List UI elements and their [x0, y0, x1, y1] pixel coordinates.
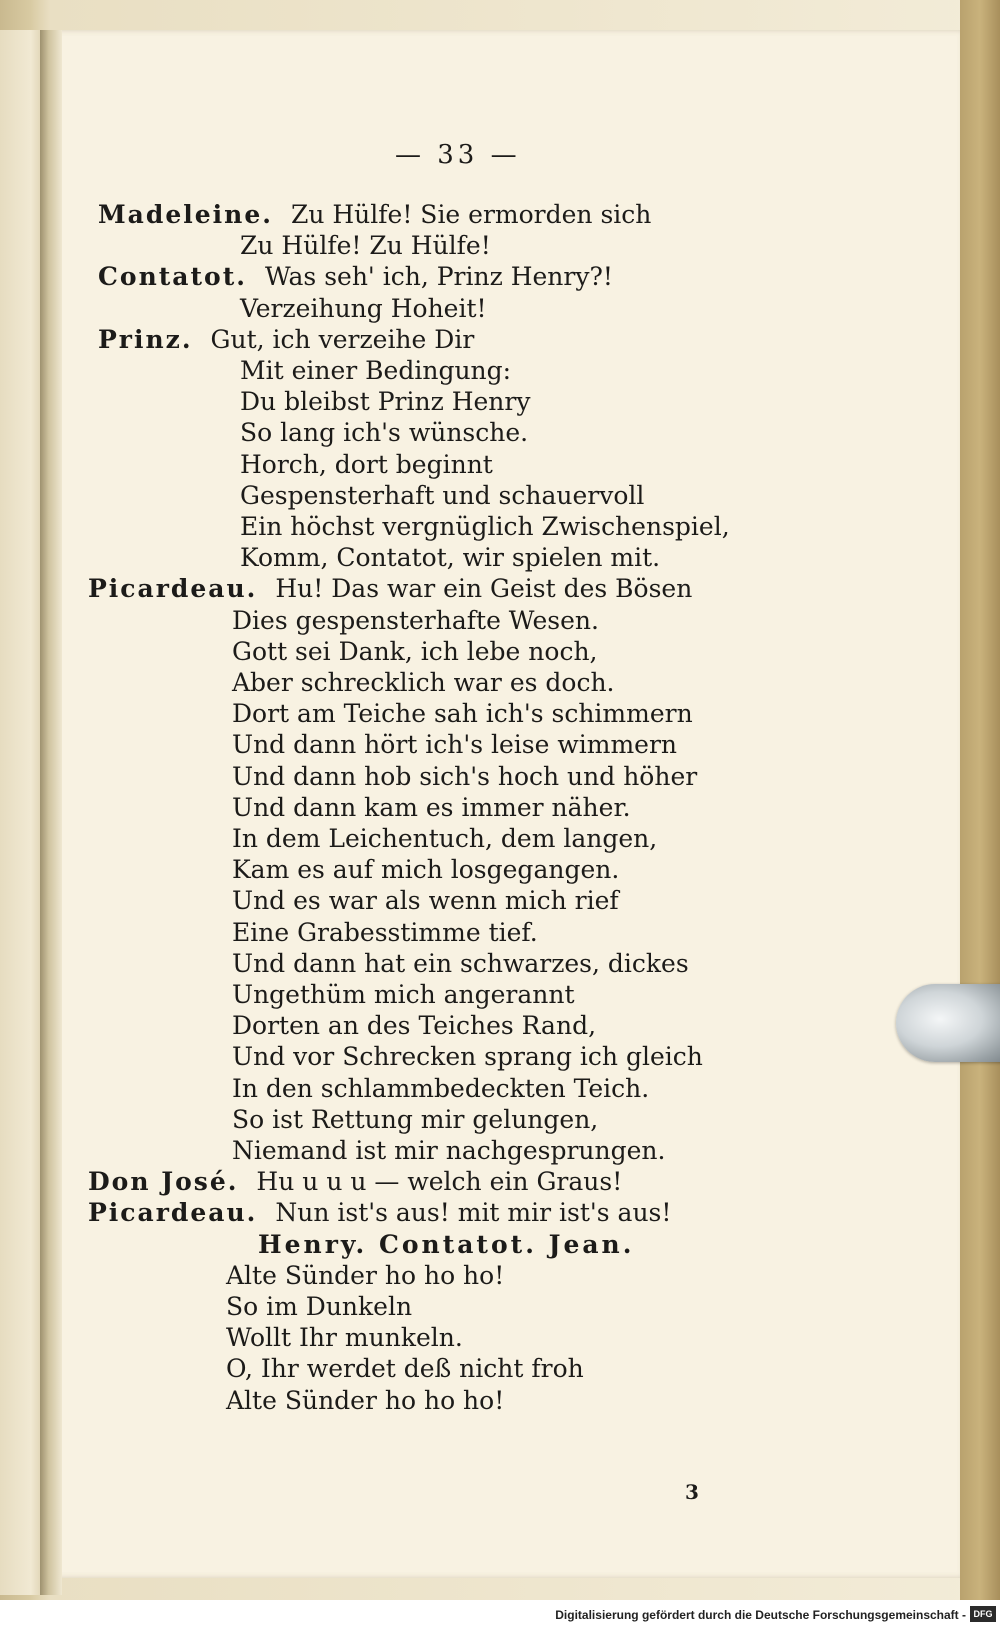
text-line — [240, 543, 660, 572]
verse-line: Verzeihung Hoheit! — [240, 293, 487, 323]
speaker-name: Madeleine. — [98, 200, 273, 229]
dfg-logo: DFG — [970, 1606, 996, 1622]
verse-line: Wollt Ihr munkeln. — [226, 1323, 463, 1353]
text-line — [240, 294, 487, 323]
verse-line: Eine Grabesstimme tief. — [232, 917, 538, 947]
text-line — [232, 793, 631, 822]
verse-line: Alte Sünder ho ho ho! — [226, 1260, 505, 1290]
text-line — [226, 1261, 504, 1290]
verse-line: Komm, Contatot, wir spielen mit. — [240, 543, 661, 573]
verse-line: Aber schrecklich war es doch. — [232, 668, 615, 697]
text-line — [98, 325, 474, 354]
text-line — [232, 918, 538, 947]
text-line — [226, 1292, 412, 1321]
spoken-line: Gut, ich verzeihe Dir — [210, 324, 475, 354]
speaker-name: Picardeau. — [88, 1198, 258, 1228]
funding-credit: Digitalisierung gefördert durch die Deutsche Forschungsgemeinschaft - — [555, 1608, 966, 1622]
previous-page-edge — [0, 30, 44, 1595]
text-line — [232, 886, 619, 915]
verse-line: Dies gespensterhafte Wesen. — [232, 605, 599, 635]
verse-line: Und vor Schrecken sprang ich gleich — [232, 1042, 703, 1072]
text-line — [88, 1198, 671, 1227]
text-line — [240, 450, 493, 479]
spoken-line: Hu! Das war ein Geist des Bösen — [275, 574, 693, 604]
verse-line: Horch, dort beginnt — [240, 449, 493, 479]
verse-line: Dorten an des Teiches Rand, — [232, 1011, 597, 1041]
verse-line: Und dann hat ein schwarzes, dickes — [232, 948, 689, 978]
text-line — [232, 637, 598, 666]
verse-line: Ungethüm mich angerannt — [232, 980, 575, 1009]
text-line — [98, 200, 651, 229]
page-number: — 33 — — [395, 140, 521, 170]
verse-line: So im Dunkeln — [226, 1292, 413, 1321]
text-line — [232, 1136, 665, 1165]
verse-line: Und dann kam es immer näher. — [232, 792, 631, 822]
speaker-name: Don José. — [88, 1167, 239, 1197]
signature-mark: 3 — [685, 1480, 699, 1504]
text-line — [232, 1105, 598, 1134]
text-line — [232, 949, 689, 978]
verse-line: Ein höchst vergnüglich Zwischenspiel, — [240, 512, 730, 541]
text-line — [240, 418, 528, 447]
text-line — [232, 824, 657, 853]
verse-line: Dort am Teiche sah ich's schimmern — [232, 699, 693, 729]
verse-line: O, Ihr werdet deß nicht froh — [226, 1354, 584, 1384]
text-line — [232, 1042, 703, 1071]
verse-line: Zu Hülfe! Zu Hülfe! — [240, 231, 491, 261]
verse-line: In dem Leichentuch, dem langen, — [232, 824, 658, 853]
text-line — [240, 356, 511, 385]
verse-line: So lang ich's wünsche. — [240, 418, 529, 448]
verse-line: Niemand ist mir nachgesprungen. — [232, 1136, 666, 1165]
text-line — [232, 762, 697, 791]
text-line — [226, 1386, 504, 1415]
speaker-name: Picardeau. — [88, 574, 258, 604]
verse-line: Und dann hört ich's leise wimmern — [232, 730, 678, 760]
text-line — [232, 668, 615, 697]
verse-line: Alte Sünder ho ho ho! — [226, 1385, 505, 1415]
text-line — [240, 481, 644, 510]
verse-line: Du bleibst Prinz Henry — [240, 387, 531, 417]
text-line — [232, 1011, 596, 1040]
verse-line: Und es war als wenn mich rief — [232, 886, 619, 916]
verse-line: Mit einer Bedingung: — [240, 356, 512, 385]
text-line — [98, 262, 613, 291]
text-line — [232, 980, 575, 1009]
text-line — [232, 606, 599, 635]
speaker-name: Prinz. — [98, 324, 193, 354]
text-line — [88, 574, 692, 603]
text-line — [88, 1167, 622, 1196]
cover-edge — [960, 0, 1000, 1600]
text-line — [232, 699, 693, 728]
verse-line: In den schlammbedeckten Teich. — [232, 1073, 650, 1103]
spoken-line: Zu Hülfe! Sie ermorden sich — [290, 200, 652, 229]
text-line — [226, 1323, 463, 1352]
text-line — [240, 387, 530, 416]
text-line — [240, 512, 730, 541]
text-line — [232, 1074, 649, 1103]
text-line — [258, 1230, 634, 1259]
verse-line: So ist Rettung mir gelungen, — [232, 1104, 599, 1134]
text-line — [240, 231, 491, 260]
verse-line: Und dann hob sich's hoch und höher — [232, 761, 698, 791]
spoken-line: Hu u u u — welch ein Graus! — [256, 1167, 623, 1197]
book-gutter — [40, 30, 62, 1595]
page-clip — [896, 984, 1000, 1062]
spoken-line: Was seh' ich, Prinz Henry?! — [264, 262, 613, 292]
speaker-name: Contatot. — [98, 262, 247, 292]
verse-line: Gespensterhaft und schauervoll — [240, 480, 645, 510]
verse-line: Gott sei Dank, ich lebe noch, — [232, 636, 598, 666]
verse-line: Kam es auf mich losgegangen. — [232, 855, 620, 885]
text-line — [232, 855, 619, 884]
verse-line: Henry. Contatot. Jean. — [258, 1229, 635, 1259]
spoken-line: Nun ist's aus! mit mir ist's aus! — [275, 1198, 672, 1228]
text-line — [226, 1354, 584, 1383]
text-line — [232, 730, 677, 759]
